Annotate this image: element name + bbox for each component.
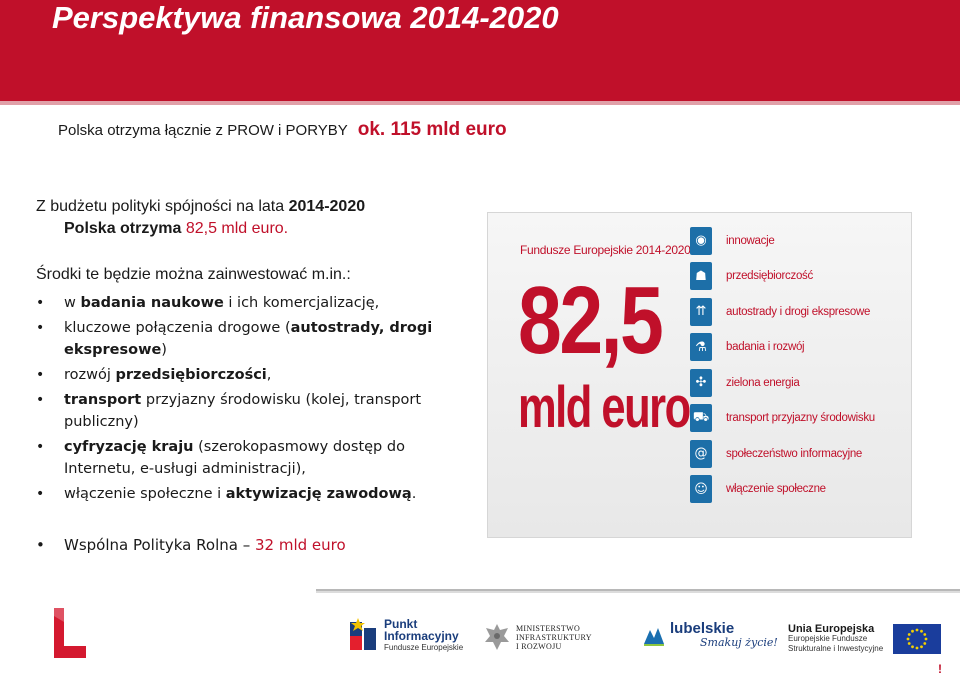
- brain-icon: ◉: [690, 227, 712, 255]
- cohesion-budget: [36, 196, 365, 240]
- list-item: • transport przyjazny środowisku (kolej, transport publiczny): [36, 389, 476, 433]
- wind-turbine-icon: ✣: [690, 369, 712, 397]
- cohesion-budget-years: 2014-2020: [288, 198, 366, 215]
- at-icon: @: [690, 440, 712, 468]
- common-agricultural-policy: [36, 536, 346, 554]
- lubelskie-mark-icon: [642, 624, 666, 648]
- people-icon: ☺: [690, 475, 712, 503]
- eu-funds-star-icon: [350, 618, 378, 654]
- poster-unit: mld euro: [518, 375, 690, 440]
- person-icon: ☗: [690, 262, 712, 290]
- title-bar: [0, 0, 960, 101]
- poster-amount: 82,5: [518, 267, 662, 374]
- footer-divider-line: [316, 589, 960, 591]
- total-funds-text: Polska otrzyma łącznie z PROW i PORYBY: [58, 122, 348, 139]
- l-logo-icon: [52, 608, 88, 658]
- poster-category-list: [690, 223, 905, 507]
- slide-title: Perspektywa finansowa 2014-2020: [52, 0, 559, 35]
- eu-funds-poster: [487, 212, 912, 538]
- list-item: • włączenie społeczne i aktywizację zawodową.: [36, 483, 476, 505]
- poster-category: ✣ zielona energia: [690, 365, 905, 401]
- list-item: • w badania naukowe i ich komercjalizację,: [36, 292, 476, 314]
- total-funds-line: [58, 119, 507, 141]
- poster-category: ◉ innowacje: [690, 223, 905, 259]
- poster-category: ⛟ transport przyjazny środowisku: [690, 401, 905, 437]
- lubelskie-logo: lubelskie Smakuj życie!: [642, 622, 778, 650]
- poster-category: ☗ przedsiębiorczość: [690, 259, 905, 295]
- microscope-icon: ⚗: [690, 333, 712, 361]
- ministry-logo: MINISTERSTWO INFRASTRUKTURY I ROZWOJU: [484, 622, 592, 652]
- list-item: • kluczowe połączenia drogowe (autostrady, drogi ekspresowe): [36, 317, 476, 361]
- cap-amount: 32 mld euro: [254, 536, 346, 554]
- poster-category: @ społeczeństwo informacyjne: [690, 436, 905, 472]
- list-item: • rozwój przedsiębiorczości,: [36, 364, 476, 386]
- investment-intro: Środki te będzie można zainwestować m.in.:: [36, 266, 351, 283]
- poster-category: ⚗ badania i rozwój: [690, 330, 905, 366]
- cap-text: Wspólna Polityka Rolna –: [64, 536, 255, 554]
- eu-flag-icon: [893, 624, 941, 654]
- list-item: • cyfryzację kraju (szerokopasmowy dostęp do Internetu, e-usługi administracji),: [36, 436, 476, 480]
- car-icon: ⛟: [690, 404, 712, 432]
- poster-caption: Fundusze Europejskie 2014-2020: [520, 243, 691, 257]
- cohesion-budget-line-2: [36, 218, 365, 240]
- road-icon: ⇈: [690, 298, 712, 326]
- eagle-emblem-icon: [484, 622, 510, 652]
- corner-mark: !: [938, 662, 942, 676]
- punkt-informacyjny-logo: Punkt Informacyjny Fundusze Europejskie: [350, 618, 463, 654]
- cohesion-budget-amount: 82,5 mld euro.: [185, 220, 289, 237]
- header-divider: [0, 101, 960, 105]
- poster-category: ☺ włączenie społeczne: [690, 472, 905, 508]
- cohesion-budget-line-1: [36, 196, 365, 218]
- poster-category: ⇈ autostrady i drogi ekspresowe: [690, 294, 905, 330]
- total-funds-amount: ok. 115 mld euro: [357, 119, 507, 140]
- eu-logo: Unia Europejska Europejskie Fundusze Strukturalne i Inwestycyjne: [788, 624, 941, 654]
- cohesion-budget-poland: Polska otrzyma: [64, 220, 186, 237]
- investment-list: [36, 292, 476, 508]
- cohesion-budget-prefix: Z budżetu polityki spójności na lata: [36, 198, 289, 215]
